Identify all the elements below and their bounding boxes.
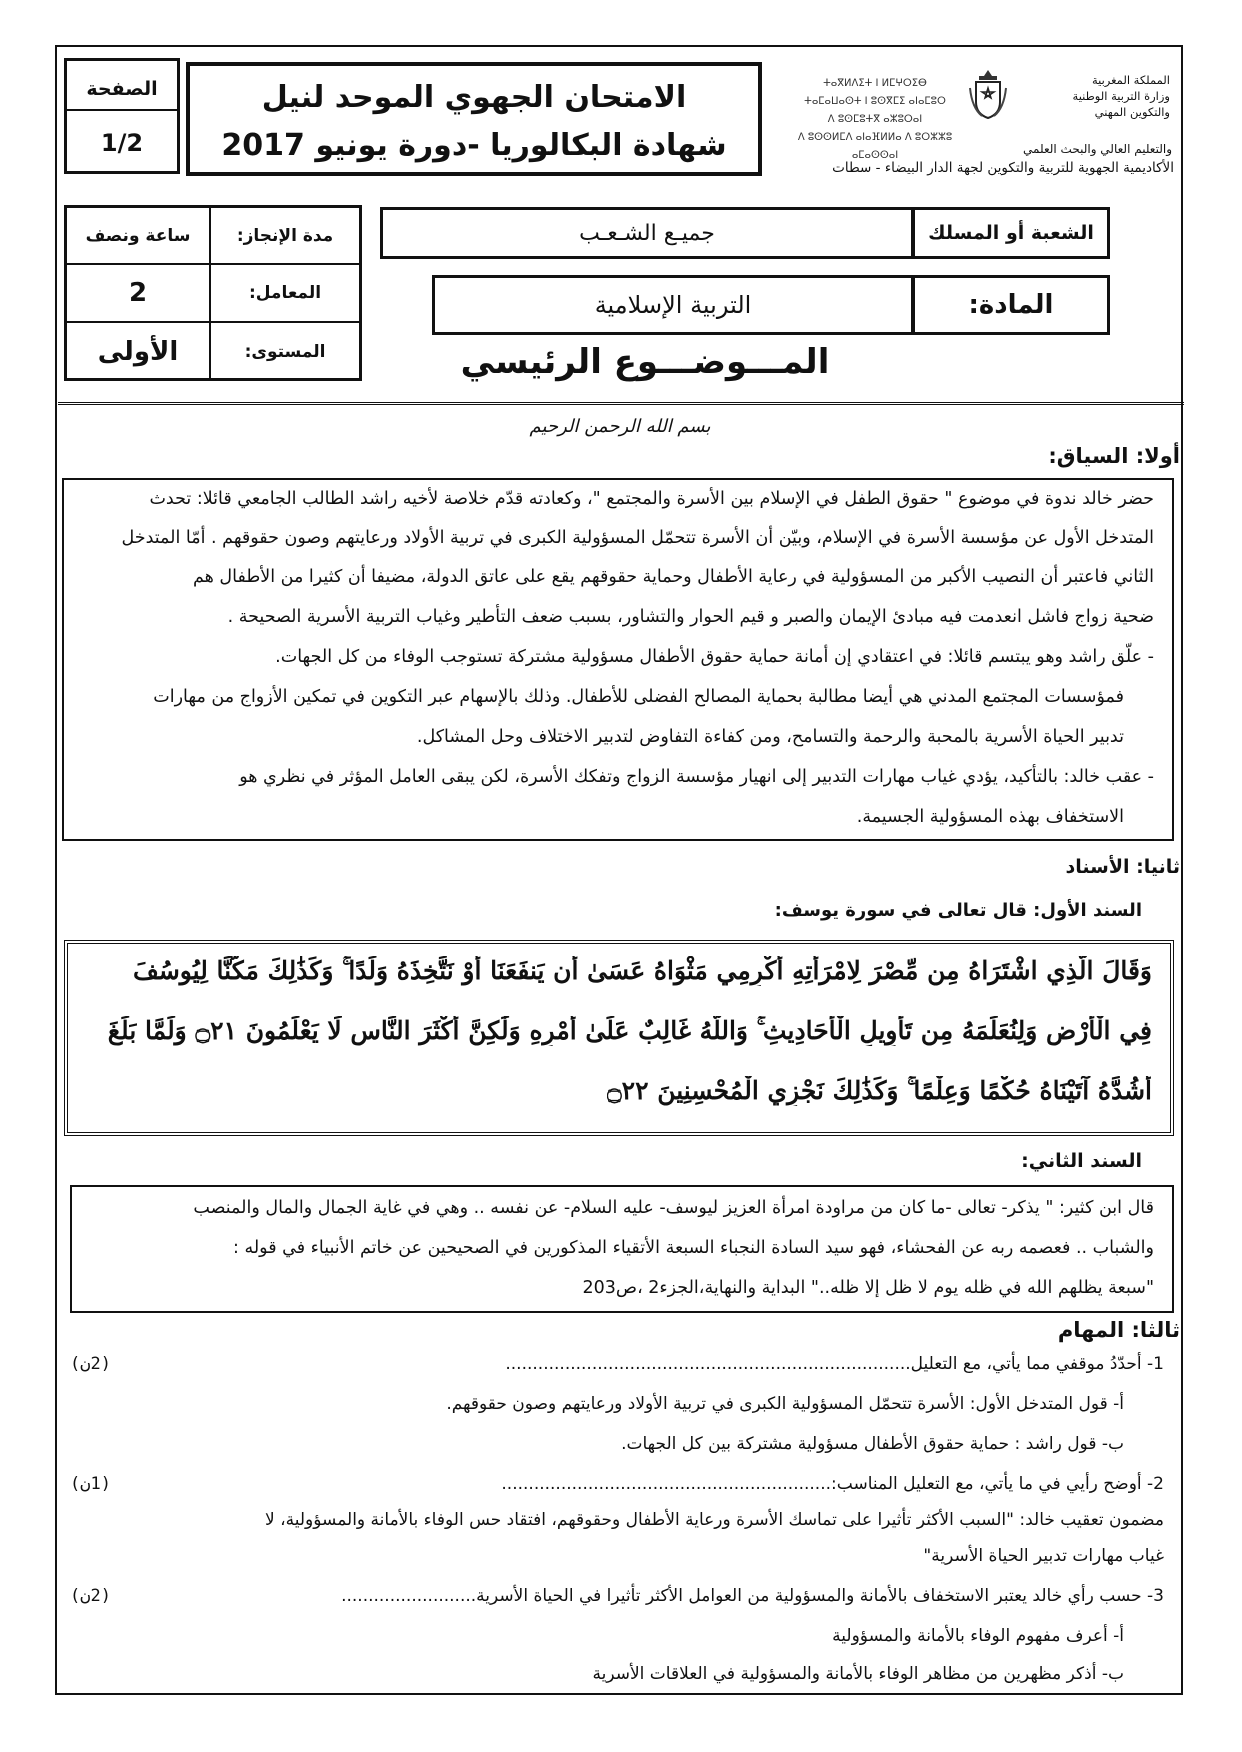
task-text: غياب مهارات تدبير الحياة الأسرية": [923, 1546, 1164, 1566]
task-2-quote: [60, 1508, 1164, 1532]
second-source-line: "سبعة يظلهم الله في ظله يوم لا ظل إلا ظله.." البداية والنهاية،الجزء2 ،ص203: [582, 1278, 1154, 1298]
first-source-title: السند الأول: قال تعالى في سورة يوسف:: [774, 900, 1142, 921]
context-line: الاستخفاف بهذه المسؤولية الجسيمة.: [856, 807, 1124, 827]
task-1: [70, 1352, 1164, 1376]
branch-value: جميـع الشـعـب: [579, 220, 715, 246]
context-line: تدبير الحياة الأسرية بالمحبة والرحمة والتسامح، ومن كفاءة التفاوض لتدبير الاختلاف وحل المشاكل.: [416, 727, 1124, 747]
task-3: [70, 1584, 1164, 1608]
task-1b: [70, 1432, 1124, 1456]
second-source-title: السند الثاني:: [1021, 1150, 1142, 1172]
tifinagh-line: ⴷ ⵓⵙⵙⵍⵎⴷ ⴰⵏⴰⴼⵍⵍⴰ ⴷ ⵓⵔⵣⵣⵓ ⴰⵎⴰⵙⵙⴰⵏ: [797, 132, 953, 161]
subject-value: التربية الإسلامية: [594, 291, 752, 319]
context-line: - علّق راشد وهو يبتسم قائلا: في اعتقادي إن أمانة حماية حقوق الأطفال مسؤولية مشتركة تستوجب الوفاء من كل الجهات.: [275, 647, 1154, 667]
context-line: حضر خالد ندوة في موضوع " حقوق الطفل في الإسلام بين الأسرة والمجتمع "، وكعادته قدّم خلاصة لأخيه راشد الطالب الجامعي قائلا: تحدث: [149, 489, 1154, 509]
subject-value-box: [432, 275, 914, 335]
ministry-arabic-block: [1010, 72, 1170, 120]
quran-line: وَقَالَ الَّذِي اشْتَرَاهُ مِن مِّصْرَ لِامْرَأَتِهِ أَكْرِمِي مَثْوَاهُ عَسَىٰ أَن يَنفَعَنَا أَوْ نَتَّخِذَهُ وَلَدًا ۚ وَكَذَٰلِكَ مَكَّنَّا لِيُوسُفَ: [132, 956, 1152, 985]
coefficient-label: المعامل:: [248, 283, 322, 303]
ministry-tifinagh-block: [790, 75, 960, 165]
task-text: أ- أعرف مفهوم الوفاء بالأمانة والمسؤولية: [832, 1626, 1124, 1646]
branch-label: الشعبة أو المسلك: [928, 222, 1094, 244]
sources-title: ثانيا: الأسناد: [1065, 856, 1180, 878]
header-divider: [58, 402, 1184, 405]
task-text: 1- أحدّدُ موقفي مما يأتي، مع التعليل...........................................................................: [505, 1354, 1164, 1374]
ministry-line-long: والتعليم العالي والبحث العلمي: [1023, 142, 1172, 156]
context-line: - عقب خالد: بالتأكيد، يؤدي غياب مهارات التدبير إلى انهيار مؤسسة الزواج وتفكك الأسرة، لكن يبقى العامل المؤثر في نظري هو: [239, 767, 1154, 787]
exam-title-line2: شهادة البكالوريا -دورة يونيو 2017: [221, 127, 727, 163]
task-points: (1ن): [70, 1474, 111, 1494]
tasks-title: ثالثا: المهام: [1057, 1318, 1180, 1342]
task-2: [70, 1472, 1164, 1496]
second-source-line: قال ابن كثير: " يذكر- تعالى -ما كان من مراودة امرأة العزيز ليوسف- عليه السلام- عن نفسه .. وهي في غاية الجمال والمال والمنصب: [193, 1198, 1154, 1218]
ministry-line: والتكوين المهني: [1094, 105, 1170, 119]
quran-box: [64, 940, 1174, 1136]
task-1a: [70, 1392, 1124, 1416]
ministry-line: وزارة التربية الوطنية: [1072, 89, 1170, 103]
quran-line: أَشُدَّهُ آتَيْنَاهُ حُكْمًا وَعِلْمًا ۚ وَكَذَٰلِكَ نَجْزِي الْمُحْسِنِينَ ۝٢٢: [607, 1076, 1152, 1105]
basmala: بسم الله الرحمن الرحيم: [529, 415, 711, 437]
duration-value: ساعة ونصف: [85, 225, 191, 246]
duration-label: مدة الإنجاز:: [236, 225, 334, 246]
task-text: ب- أذكر مظهرين من مظاهر الوفاء بالأمانة والمسؤولية في العلاقات الأسرية: [592, 1664, 1124, 1684]
task-3b: [70, 1662, 1124, 1686]
context-line: الثاني فاعتبر أن النصيب الأكبر من المسؤولية في رعاية الأطفال وحماية حقوقهم يقع على عاتق الدولة، مضيفا أن كثيرا من الأطفال هم: [192, 567, 1154, 587]
tifinagh-line: ⴷ ⵓⵙⵎⵓⵜⴳ ⴰⵣⵓⵔⴰⵏ: [827, 114, 923, 125]
task-text: 2- أوضح رأيي في ما يأتي، مع التعليل المناسب:.............................................................: [501, 1474, 1164, 1494]
page-value: 1/2: [100, 129, 144, 157]
context-line: ضحية زواج فاشل انعدمت فيه مبادئ الإيمان والصبر و قيم الحوار والتشاور، بسبب ضعف التأطير وغياب التربية الأسرية الصحيحة .: [227, 607, 1154, 627]
level-label: المستوى:: [244, 342, 326, 362]
tifinagh-line: ⵜⴰⴳⵍⴷⵉⵜ ⵏ ⵍⵎⵖⵔⵉⴱ: [823, 78, 927, 89]
coat-of-arms-icon: [968, 68, 1008, 122]
subject-label-box: [912, 275, 1110, 335]
context-box: [62, 478, 1174, 841]
level-value: الأولى: [97, 337, 179, 367]
second-source-box: [70, 1185, 1174, 1313]
page-label: الصفحة: [67, 69, 177, 111]
branch-label-box: [912, 207, 1110, 259]
task-3a: [70, 1624, 1124, 1648]
task-text: 3- حسب رأي خالد يعتبر الاستخفاف بالأمانة والمسؤولية من العوامل الأكثر تأثيرا في الحياة الأسرية.........................: [341, 1586, 1164, 1606]
task-text: مضمون تعقيب خالد: "السبب الأكثر تأثيرا على تماسك الأسرة ورعاية الأطفال وحقوقهم، افتقاد حس الوفاء بالأمانة والمسؤولية، لا: [265, 1510, 1164, 1530]
coefficient-value: 2: [128, 278, 148, 308]
branch-value-box: [380, 207, 914, 259]
second-source-line: والشباب .. فعصمه ربه عن الفحشاء، فهو سيد السادة النجباء السبعة الأتقياء المذكورين في الصحيحين عن خاتم الأنبياء في قوله :: [232, 1238, 1154, 1258]
exam-title-box: [186, 62, 762, 176]
task-points: (2ن): [70, 1586, 111, 1606]
subject-label: المادة:: [968, 290, 1054, 320]
task-points: (2ن): [70, 1354, 111, 1374]
context-title: أولا: السياق:: [1048, 444, 1180, 468]
context-line: المتدخل الأول عن مؤسسة الأسرة في الإسلام، وبيّن أن الأسرة تتحمّل المسؤولية الكبرى في تربية الأولاد ورعايتهم وصون حقوقهم . أمّا المتدخل: [121, 528, 1154, 548]
task-2-quote-cont: [70, 1544, 1164, 1568]
ministry-line: المملكة المغربية: [1091, 73, 1170, 87]
page-number-box: [64, 58, 180, 174]
info-left-grid: [64, 205, 362, 381]
main-subject-title: المـــوضـــوع الرئيسي: [460, 342, 830, 382]
exam-title-line1: الامتحان الجهوي الموحد لنيل: [261, 79, 687, 115]
quran-line: فِي الْأَرْضِ وَلِنُعَلِّمَهُ مِن تَأْوِيلِ الْأَحَادِيثِ ۚ وَاللَّهُ غَالِبٌ عَلَىٰ أَمْرِهِ وَلَٰكِنَّ أَكْثَرَ النَّاسِ لَا يَعْلَمُونَ ۝٢١ وَلَمَّا بَلَغَ: [107, 1016, 1152, 1045]
tifinagh-line: ⵜⴰⵎⴰⵡⴰⵙⵜ ⵏ ⵓⵙⴳⵎⵉ ⴰⵏⴰⵎⵓⵔ: [804, 96, 946, 107]
task-text: ب- قول راشد : حماية حقوق الأطفال مسؤولية مشتركة بين كل الجهات.: [621, 1434, 1124, 1454]
task-text: أ- قول المتدخل الأول: الأسرة تتحمّل المسؤولية الكبرى في تربية الأولاد ورعايتهم وصون حقوقهم.: [446, 1394, 1124, 1414]
context-line: فمؤسسات المجتمع المدني هي أيضا مطالبة بحماية المصالح الفضلى للأطفال. وذلك بالإسهام عبر التكوين في تمكين الأزواج من مهارات: [153, 687, 1124, 707]
academy-name: الأكاديمية الجهوية للتربية والتكوين لجهة الدار البيضاء - سطات: [832, 160, 1174, 176]
